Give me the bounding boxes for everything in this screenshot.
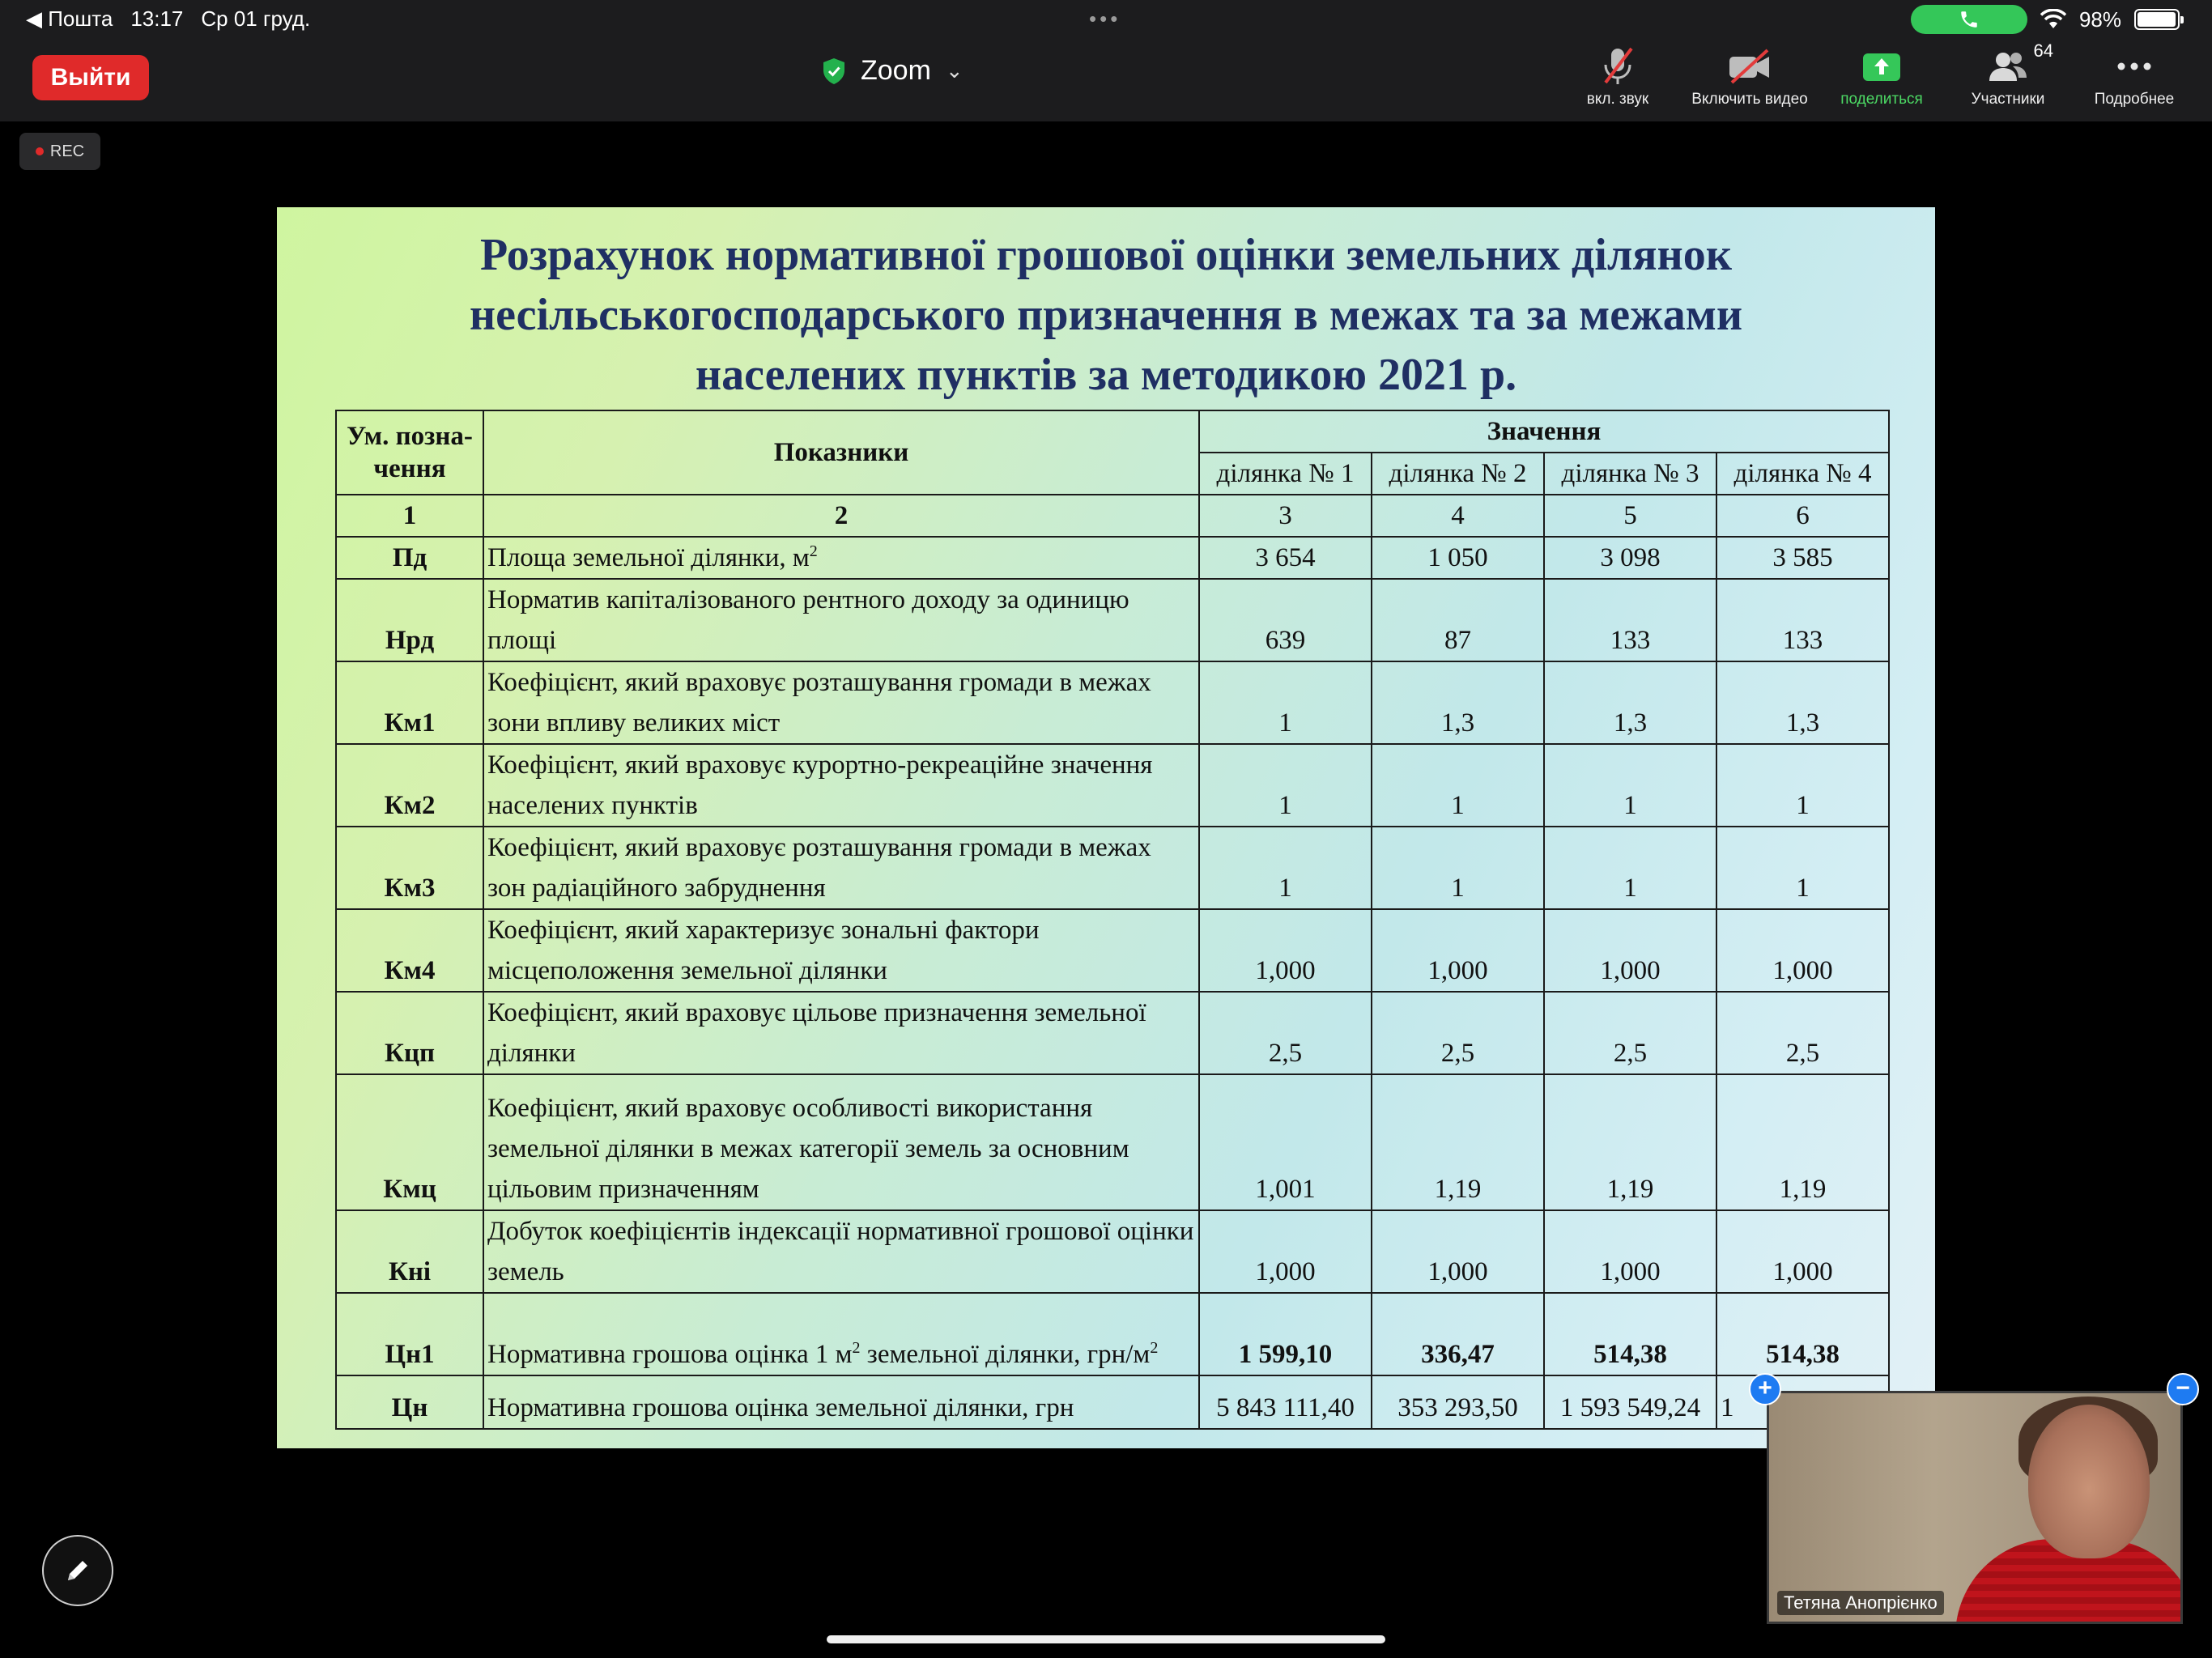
row-value: 1	[1544, 744, 1716, 827]
leave-meeting-button[interactable]: Выйти	[32, 55, 149, 100]
start-video-label: Включить видео	[1691, 91, 1808, 108]
row-code: Цн	[336, 1375, 483, 1429]
meeting-title-dropdown[interactable]	[822, 55, 963, 87]
active-call-pill[interactable]	[1911, 5, 2027, 34]
row-value: 1	[1716, 744, 1889, 827]
row-indicator: Добуток коефіцієнтів індексації нормативної грошової оцінки земель	[483, 1210, 1199, 1293]
col-number: 2	[483, 495, 1199, 537]
table-row	[336, 1074, 1889, 1210]
col-number: 6	[1716, 495, 1889, 537]
home-indicator[interactable]	[827, 1635, 1385, 1643]
row-value: 1	[1372, 827, 1544, 909]
participants-icon	[1987, 50, 2029, 83]
row-value: 1,000	[1716, 1210, 1889, 1293]
row-indicator: Коефіцієнт, який характеризує зональні фактори місцеположення земельної ділянки	[483, 909, 1199, 992]
share-screen-label: поделиться	[1840, 91, 1923, 108]
row-indicator: Нормативна грошова оцінка 1 $м^2$ земельної ділянки, грн/$м^2$	[483, 1293, 1199, 1375]
row-value: 1,19	[1372, 1074, 1544, 1210]
battery-percent: 98%	[2078, 6, 2121, 32]
recording-label: REC	[49, 142, 85, 160]
shared-screen-slide	[277, 207, 1935, 1448]
table-row	[336, 1375, 1889, 1429]
row-value: 1,000	[1372, 909, 1544, 992]
row-indicator: Норматив капіталізованого рентного доходу за одиницю площі	[483, 579, 1199, 661]
slide-title-line-3: населених пунктів за методикою 2021 р.	[695, 350, 1517, 400]
chevron-down-icon: ⌄	[945, 58, 963, 83]
row-code: Км4	[336, 909, 483, 992]
meeting-title: Zoom	[861, 55, 931, 86]
wifi-icon	[2040, 9, 2066, 30]
column-numbers-row	[336, 495, 1889, 537]
table-row	[336, 827, 1889, 909]
row-indicator: Коефіцієнт, який враховує цільове призначення земельної ділянки	[483, 992, 1199, 1074]
recording-indicator[interactable]	[19, 133, 100, 170]
header-code: Ум. позна-чення	[336, 410, 483, 495]
collapse-video-minus-icon[interactable]: −	[2167, 1373, 2199, 1405]
table-row	[336, 909, 1889, 992]
row-value: 1,19	[1544, 1074, 1716, 1210]
status-date: Ср 01 груд.	[201, 6, 311, 31]
row-value: 1,19	[1716, 1074, 1889, 1210]
row-value: 1,000	[1199, 909, 1372, 992]
row-code: Км2	[336, 744, 483, 827]
security-shield-icon	[822, 57, 846, 85]
more-options-button[interactable]	[2071, 44, 2197, 108]
row-value: 1,000	[1544, 1210, 1716, 1293]
table-row	[336, 744, 1889, 827]
slide-title-line-2: несільськогосподарського призначення в межах та за межами	[469, 290, 1743, 340]
row-value: 1	[1544, 827, 1716, 909]
row-value: 133	[1544, 579, 1716, 661]
row-value: 2,5	[1716, 992, 1889, 1074]
row-value: 3 585	[1716, 537, 1889, 579]
row-value: 1,000	[1544, 909, 1716, 992]
header-values: Значення	[1199, 410, 1889, 453]
battery-icon	[2134, 9, 2180, 30]
row-value: 1	[1716, 1375, 1889, 1429]
row-value: 1	[1199, 661, 1372, 744]
row-value: 1,000	[1199, 1210, 1372, 1293]
phone-icon	[1959, 9, 1980, 30]
row-code: Кмц	[336, 1074, 483, 1210]
row-value: 133	[1716, 579, 1889, 661]
row-value: 1	[1372, 744, 1544, 827]
row-value: 3 098	[1544, 537, 1716, 579]
row-value: 1,3	[1544, 661, 1716, 744]
participants-button[interactable]	[1945, 40, 2071, 108]
row-indicator: Коефіцієнт, який враховує курортно-рекреаційне значення населених пунктів	[483, 744, 1199, 827]
annotate-button[interactable]	[42, 1535, 113, 1606]
header-plot-2: ділянка № 2	[1372, 453, 1544, 495]
row-value: 2,5	[1199, 992, 1372, 1074]
row-indicator: Нормативна грошова оцінка земельної ділянки, грн	[483, 1375, 1199, 1429]
start-video-button[interactable]	[1681, 44, 1819, 108]
row-value: 87	[1372, 579, 1544, 661]
table-row	[336, 1210, 1889, 1293]
share-screen-icon	[1862, 50, 1901, 83]
row-code: Цн1	[336, 1293, 483, 1375]
unmute-audio-button[interactable]	[1555, 44, 1681, 108]
row-value: 639	[1199, 579, 1372, 661]
col-number: 5	[1544, 495, 1716, 537]
table-row	[336, 1293, 1889, 1375]
row-value: 1,001	[1199, 1074, 1372, 1210]
row-value: 1,000	[1716, 909, 1889, 992]
row-indicator: Коефіцієнт, який враховує розташування громади в межах зони впливу великих міст	[483, 661, 1199, 744]
row-value: 1 593 549,24	[1544, 1375, 1716, 1429]
more-dots-icon	[2116, 62, 2152, 71]
header-plot-3: ділянка № 3	[1544, 453, 1716, 495]
row-value: 514,38	[1716, 1293, 1889, 1375]
row-value: 1	[1716, 827, 1889, 909]
row-value: 1,3	[1716, 661, 1889, 744]
row-value: 514,38	[1544, 1293, 1716, 1375]
multitasking-dots-icon[interactable]: •••	[1089, 6, 1121, 31]
zoom-meeting-toolbar	[0, 39, 2212, 121]
ios-status-bar	[0, 0, 2212, 39]
slide-title	[277, 225, 1935, 405]
slide-title-line-1: Розрахунок нормативної грошової оцінки земельних ділянок	[479, 230, 1733, 280]
header-plot-1: ділянка № 1	[1199, 453, 1372, 495]
row-indicator: Коефіцієнт, який враховує особливості використання земельної ділянки в межах категорії земель за основним цільовим призначенням	[483, 1074, 1199, 1210]
participants-label: Участники	[1971, 91, 2045, 108]
row-value: 1,3	[1372, 661, 1544, 744]
row-value: 2,5	[1372, 992, 1544, 1074]
table-row	[336, 579, 1889, 661]
more-options-label: Подробнее	[2094, 91, 2175, 108]
unmute-label: вкл. звук	[1586, 91, 1649, 108]
row-code: Пд	[336, 537, 483, 579]
row-value: 1	[1199, 744, 1372, 827]
expand-video-plus-icon[interactable]: +	[1749, 1373, 1781, 1405]
row-value: 336,47	[1372, 1293, 1544, 1375]
col-number: 3	[1199, 495, 1372, 537]
header-indicator: Показники	[483, 410, 1199, 495]
recording-dot-icon	[36, 147, 44, 155]
status-time: 13:17	[130, 6, 184, 31]
share-screen-button[interactable]	[1819, 44, 1945, 108]
row-indicator: Коефіцієнт, який враховує розташування громади в межах зон радіаційного забруднення	[483, 827, 1199, 909]
valuation-table	[335, 410, 1890, 1430]
row-code: Км1	[336, 661, 483, 744]
microphone-muted-icon	[1599, 45, 1636, 87]
row-value: 353 293,50	[1372, 1375, 1544, 1429]
pencil-icon	[62, 1554, 94, 1587]
self-video-name: Тетяна Анопрієнко	[1777, 1591, 1944, 1615]
row-value: 1 050	[1372, 537, 1544, 579]
row-value: 2,5	[1544, 992, 1716, 1074]
self-video-tile[interactable]	[1767, 1391, 2183, 1624]
back-to-mail-link[interactable]: ◀ Пошта	[26, 6, 113, 31]
participants-count-badge: 64	[2033, 40, 2053, 61]
row-code: Нрд	[336, 579, 483, 661]
video-off-icon	[1727, 49, 1772, 84]
row-indicator: Площа земельної ділянки, $м^2$	[483, 537, 1199, 579]
col-number: 4	[1372, 495, 1544, 537]
row-value: 1 599,10	[1199, 1293, 1372, 1375]
row-code: Кні	[336, 1210, 483, 1293]
table-row	[336, 992, 1889, 1074]
row-code: Км3	[336, 827, 483, 909]
participant-video-face	[2028, 1405, 2150, 1558]
table-row	[336, 537, 1889, 579]
row-code: Кцп	[336, 992, 483, 1074]
row-value: 5 843 111,40	[1199, 1375, 1372, 1429]
header-plot-4: ділянка № 4	[1716, 453, 1889, 495]
row-value: 1,000	[1372, 1210, 1544, 1293]
row-value: 3 654	[1199, 537, 1372, 579]
row-value: 1	[1199, 827, 1372, 909]
table-row	[336, 661, 1889, 744]
col-number: 1	[336, 495, 483, 537]
